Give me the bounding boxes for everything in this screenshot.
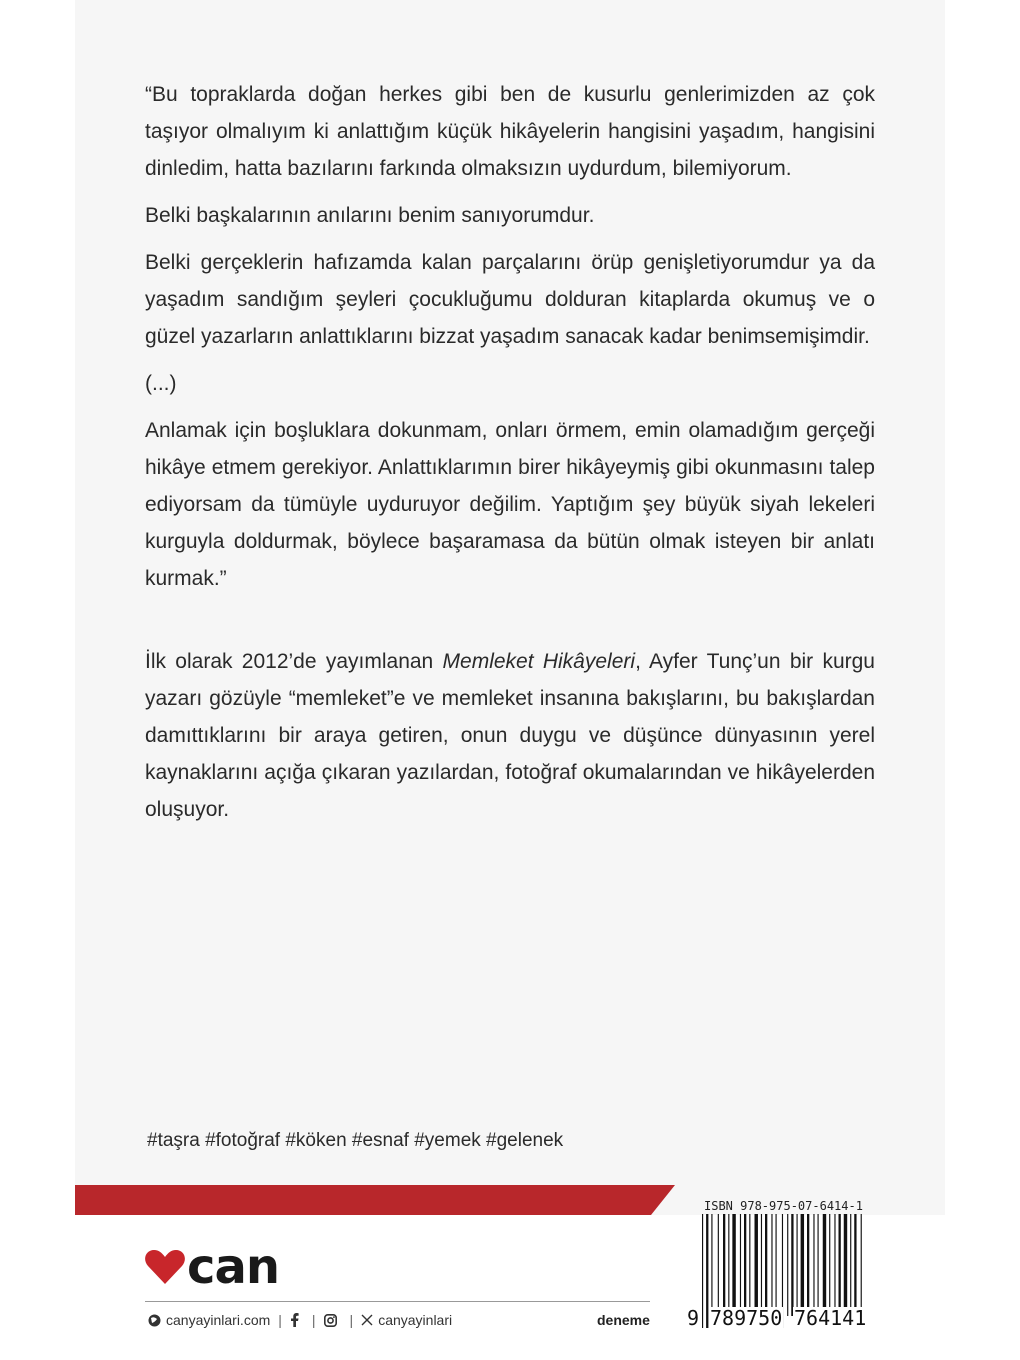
back-cover-text [145,76,875,838]
barcode-bar [749,1214,750,1316]
quote-paragraph-1: “Bu topraklarda doğan herkes gibi ben de kusurlu genlerimizden az çok taşıyor olmalıyım ki anlattığım küçük hikâyelerin hangisini yaşadım, hangisini dinledim, hatta bazılarını farkında olmaksızın uydurdum, bilemiyorum. [145,83,875,180]
quote-paragraph-3: Belki gerçeklerin hafızamda kalan parçalarını örüp genişletiyorumdur ya da yaşadım sandığım şeyleri çocukluğumu dolduran kitaplarda okumuş ve o güzel yazarların anlattıklarını bizzat yaşadım sanacak kadar benimsemişimdir. [145,251,875,348]
logo-wordmark: can [187,1239,280,1295]
barcode-bar [791,1214,793,1316]
quote-paragraph-5: Anlamak için boşluklara dokunmam, onları örmem, emin olamadığım gerçeği hikâye etmem gerekiyor. Anlattıklarımın birer hikâyeymiş gibi okunmasını talep ediyorsam da tümüyle uyduruyor değilim. Yaptığım şey büyük siyah lekeleri kurguyla doldurmak, böylece başaramasa da bütün olmak isteyen bir anlatı kurmak.” [145,419,875,590]
barcode-bar [765,1214,767,1316]
website-link[interactable]: canyayinlari.com [166,1312,271,1328]
heart-icon [145,1249,185,1285]
barcode-bar [776,1214,777,1316]
genre-label: deneme [597,1312,650,1328]
barcode-bar [702,1214,703,1328]
separator: | [311,1312,316,1328]
barcode-bar [850,1214,851,1316]
social-handle[interactable]: canyayinlari [378,1312,453,1328]
footer-divider [145,1301,650,1302]
barcode-bar [761,1214,762,1316]
barcode-bar [728,1214,729,1316]
barcode-bar [813,1214,814,1316]
globe-icon [148,1314,161,1327]
barcode-bar [829,1214,830,1316]
publisher-logo [145,1239,280,1295]
barcode-bar [711,1214,712,1316]
hashtags: #taşra #fotoğraf #köken #esnaf #yemek #gelenek [147,1130,564,1151]
barcode-digit-first: 9 [687,1306,700,1330]
description-end: , Ayfer Tunç’un bir kurgu yazarı gözüyle “memleket”e ve memleket insanına bakışlarını, bu bakışlardan damıttıklarını bir araya getiren, onun duygu ve düşünce dünyasının yerel kaynaklarını açığa çıkaran yazılardan, fotoğraf okumalarından ve hikâyelerden oluşuyor. [145,650,875,821]
barcode-bar [839,1214,841,1316]
barcode-bar [844,1214,847,1316]
barcode-bar [744,1214,746,1316]
barcode-bar [723,1214,725,1316]
red-band [75,1185,675,1215]
quote-paragraph-2: Belki başkalarının anılarını benim sanıyorumdur. [145,204,595,227]
barcode-bar [834,1214,835,1316]
barcode-bar [787,1214,788,1316]
barcode-bar [771,1214,772,1316]
separator: | [278,1312,282,1328]
description-start: İlk olarak 2012’de yayımlanan [145,650,443,673]
instagram-icon[interactable] [324,1314,337,1327]
quote-ellipsis: (...) [145,372,177,395]
barcode-bar [823,1214,826,1316]
barcode-bar [740,1214,741,1316]
barcode-bar [755,1214,758,1316]
separator: | [349,1312,354,1328]
publisher-footer [148,1312,452,1328]
barcode-bar [801,1214,804,1316]
barcode-bar [732,1214,735,1316]
barcode-bar [807,1214,809,1316]
barcode-digits-right: 764141 [794,1306,867,1330]
facebook-icon[interactable] [290,1313,299,1327]
barcode-bar [818,1214,819,1316]
book-title: Memleket Hikâyeleri [442,650,636,673]
barcode-bar [718,1214,719,1316]
x-icon[interactable] [361,1314,373,1326]
barcode-bar [797,1214,798,1316]
book-description [145,643,875,828]
barcode-digits-left: 789750 [710,1306,783,1330]
isbn-label: ISBN 978-975-07-6414-1 [704,1199,863,1213]
